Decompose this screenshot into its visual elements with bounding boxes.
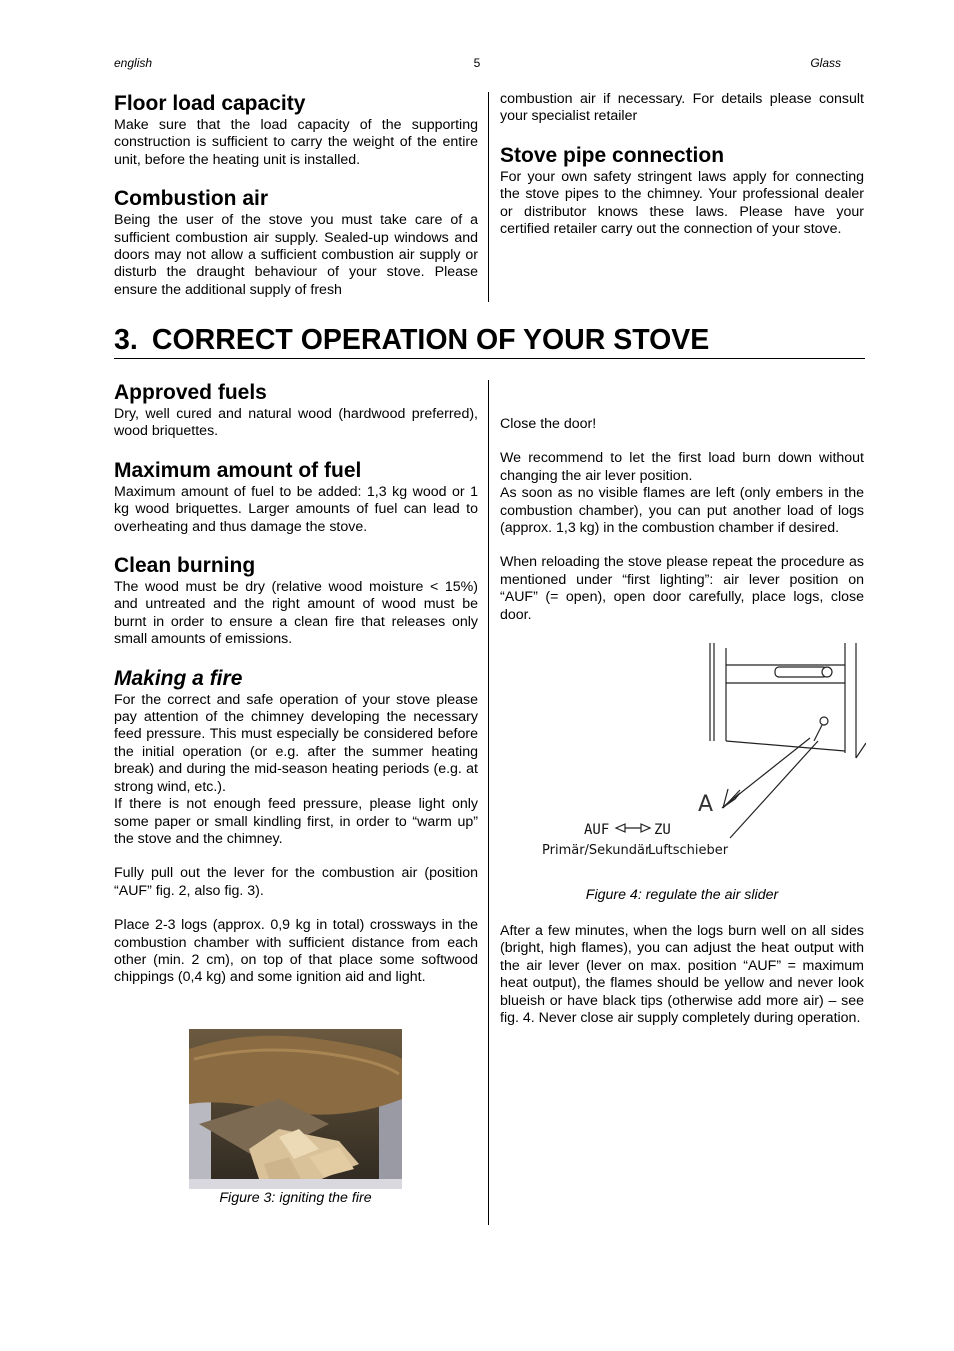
figure4-zu-label: ZU	[654, 822, 671, 838]
chapter-title: CORRECT OPERATION OF YOUR STOVE	[151, 324, 710, 356]
figure3-caption: Figure 3: igniting the fire	[219, 1190, 372, 1206]
figure4-slider-label: Luftschieber	[648, 843, 729, 858]
approved-fuels-heading: Approved fuels	[114, 381, 267, 404]
figure4-primary-label: Primär/Sekundär	[542, 843, 651, 858]
making-fire-heading: Making a fire	[114, 666, 243, 690]
adjust-heat-text: After a few minutes, when the logs burn well on all sides (bright, high flames), you can adjust the heat output with the air lever (lever on max. position “AUF” = maximum heat output), the flames should be yellow and never look blueish or have black tips (otherwise add more air) – see fig. 4. Never close air supply completely during operation.	[500, 923, 864, 1027]
combustion-air-continued: combustion air if necessary. For details please consult your specialist retailer	[500, 91, 864, 125]
header-product: Glass	[810, 56, 841, 70]
max-fuel-text: Maximum amount of fuel to be added: 1,3 kg wood or 1 kg wood briquettes. Larger amounts of fuel can lead to overheating and thus damage the stove.	[114, 483, 478, 535]
reloading-text: When reloading the stove please repeat the procedure as mentioned under “first lighting”: air lever position on “AUF” (= open), open door carefully, place logs, close door.	[500, 554, 864, 623]
right-column	[500, 416, 864, 624]
figure4-auf-label: AUF	[584, 822, 610, 838]
floor-load-heading: Floor load capacity	[114, 92, 306, 115]
close-door-text: Close the door!	[500, 416, 597, 432]
header-language: english	[114, 56, 153, 70]
clean-burning-text: The wood must be dry (relative wood moisture < 15%) and untreated and the right amount of wood must be burnt in order to ensure a clean fire that releases only small amounts of emissions.	[114, 579, 478, 648]
figure4-diagram	[530, 643, 866, 863]
top-column-divider	[488, 92, 489, 302]
making-fire-p1: For the correct and safe operation of your stove please pay attention of the chimney developing the necessary feed pressure. This must especially be considered before the initial operation (or e.g. after the summer heating break) and during the mid-season heating periods (e.g. at strong wind, etc.).	[114, 691, 478, 795]
making-fire-p3: Fully pull out the lever for the combustion air (position “AUF” fig. 2, also fig. 3).	[114, 865, 478, 899]
chapter-number: 3.	[114, 324, 138, 356]
figure3-photo	[189, 1029, 402, 1189]
max-fuel-heading: Maximum amount of fuel	[114, 458, 362, 482]
floor-load-text: Make sure that the load capacity of the supporting construction is sufficient to carry the weight of the entire unit, before the heating unit is installed.	[114, 117, 478, 168]
top-right-column	[500, 91, 864, 238]
figure4-caption: Figure 4: regulate the air slider	[585, 887, 779, 903]
left-column	[114, 380, 478, 987]
stove-pipe-text: For your own safety stringent laws apply for connecting the stove pipes to the chimney. Your professional dealer or distributor knows these laws. Please have your certified retailer carry out the connection of your stove.	[500, 168, 864, 238]
top-left-column	[114, 91, 478, 299]
combustion-air-text: Being the user of the stove you must take care of a sufficient combustion air supply. Sealed-up windows and doors may not allow a sufficient combustion air supply or disturb the draught behaviour of your stove. Please ensure the additional supply of fresh	[114, 212, 478, 298]
making-fire-p4: Place 2-3 logs (approx. 0,9 kg in total) crossways in the combustion chamber with sufficient distance from each other (min. 2 cm), on top of that place some softwood chippings (0,4 kg) and some ignition aid and light.	[114, 917, 478, 986]
combustion-air-heading: Combustion air	[114, 187, 269, 211]
clean-burning-heading: Clean burning	[114, 554, 256, 578]
page-number: 5	[473, 56, 481, 70]
chapter-heading	[114, 322, 865, 359]
figure4-letter: A	[698, 792, 714, 817]
right-column-bottom	[500, 923, 864, 1027]
first-load-text: We recommend to let the first load burn down without changing the air lever position.	[500, 450, 864, 484]
stove-pipe-heading: Stove pipe connection	[500, 143, 725, 167]
making-fire-p2: If there is not enough feed pressure, please light only some paper or small kindling first, in order to “warm up” the stove and the chimney.	[114, 796, 478, 847]
approved-fuels-text: Dry, well cured and natural wood (hardwood preferred), wood briquettes.	[114, 406, 478, 440]
column-divider	[488, 380, 489, 1225]
embers-text: As soon as no visible flames are left (only embers in the combustion chamber), you can put another load of logs (approx. 1,3 kg) in the combustion chamber if desired.	[500, 485, 864, 537]
